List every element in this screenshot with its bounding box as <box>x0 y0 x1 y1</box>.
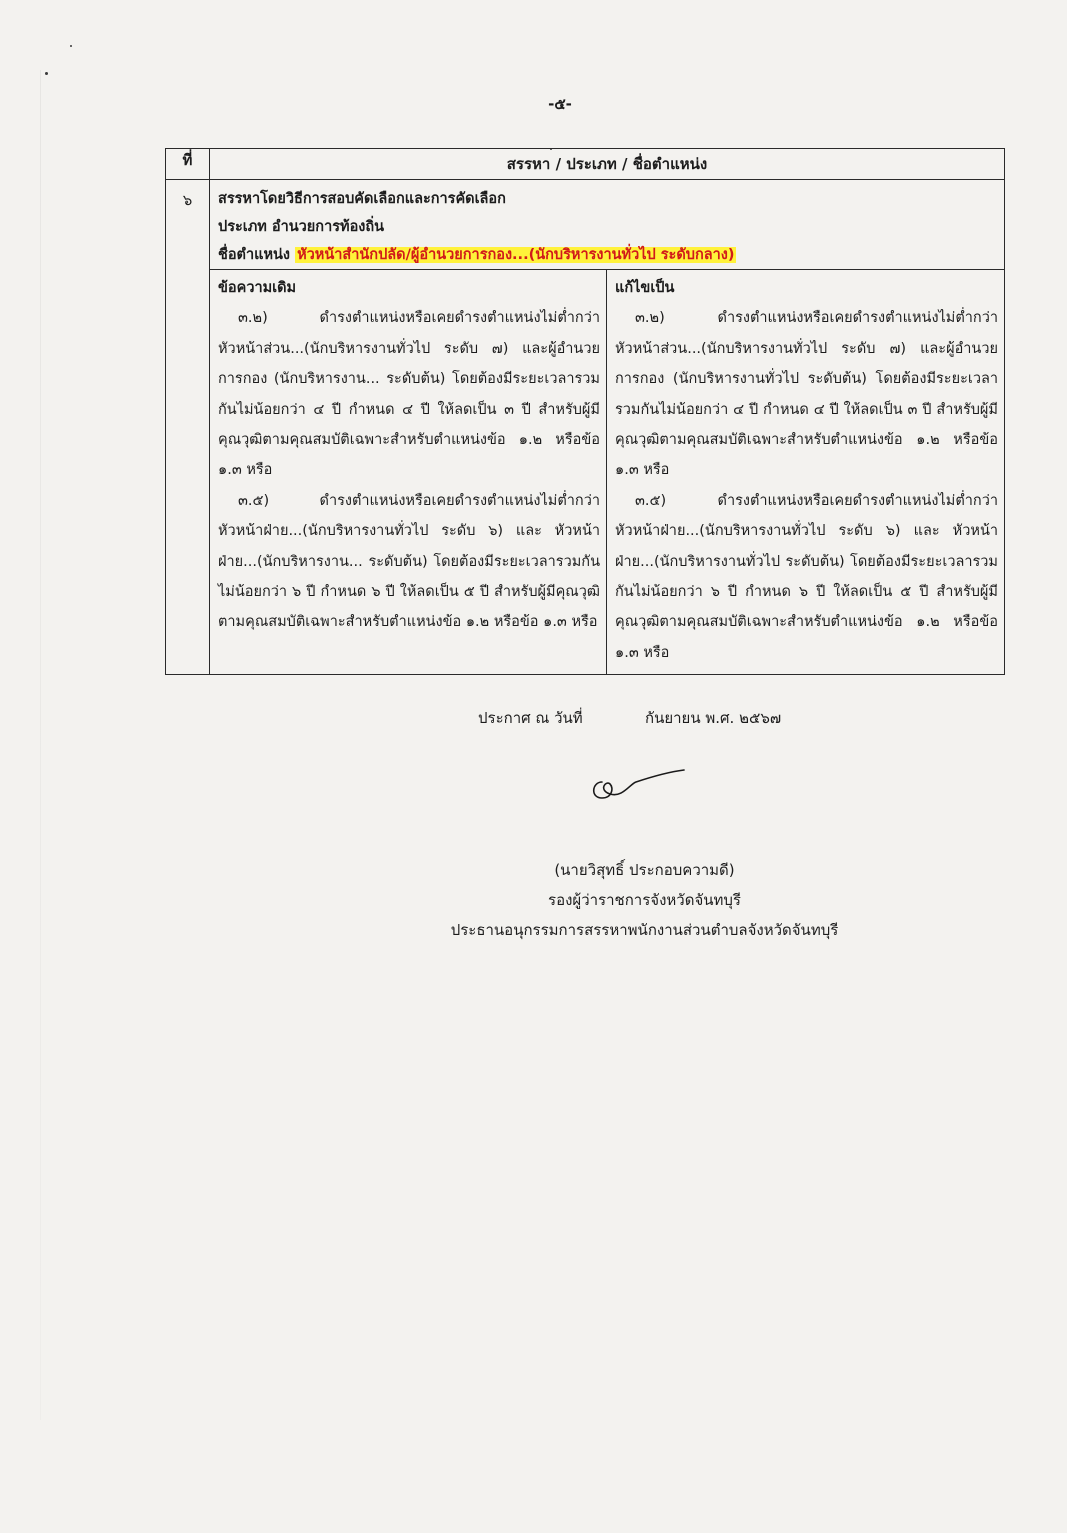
comparison-cell <box>210 270 1005 675</box>
signatory-title: รองผู้ว่าราชการจังหวัดจันทบุรี <box>548 891 741 909</box>
table-row <box>166 180 1005 270</box>
table-header-row <box>166 149 1005 180</box>
announced-at: ประกาศ ณ วันที่ <box>478 709 583 727</box>
row-number: ๖ <box>166 180 210 675</box>
position-name-line <box>218 241 996 269</box>
page-number: -๕- <box>548 95 572 113</box>
original-paragraph: ๓.๕) ดำรงตำแหน่งหรือเคยดำรงตำแหน่งไม่ต่ำกว่า หัวหน้าฝ่าย...(นักบริหารงานทั่วไป ระดับ ๖) และ หัวหน้าฝ่าย...(นักบริหารงาน... ระดับต้น) โดยต้องมีระยะเวลารวมกันไม่น้อยกว่า ๖ ปี กำหนด ๖ ปี ให้ลดเป็น ๕ ปี สำหรับผู้มีคุณวุฒิตามคุณสมบัติเฉพาะสำหรับตำแหน่งข้อ ๑.๒ หรือข้อ ๑.๓ หรือ <box>218 492 600 631</box>
handwritten-signature <box>588 768 688 808</box>
header-title: สรรหา / ประเภท / ชื่อตำแหน่ง <box>210 149 1005 180</box>
original-paragraph: ๓.๒) ดำรงตำแหน่งหรือเคยดำรงตำแหน่งไม่ต่ำกว่า หัวหน้าส่วน...(นักบริหารงานทั่วไป ระดับ ๗) และผู้อำนวยการกอง (นักบริหารงาน... ระดับต้น) โดยต้องมีระยะเวลารวมกันไม่น้อยกว่า ๔ ปี กำหนด ๔ ปี ให้ลดเป็น ๓ ปี สำหรับผู้มีคุณวุฒิตามคุณสมบัติเฉพาะสำหรับตำแหน่งข้อ ๑.๒ หรือข้อ ๑.๓ หรือ <box>218 310 600 479</box>
position-label: ชื่อตำแหน่ง <box>218 247 291 263</box>
comparison-row <box>166 270 1005 675</box>
scan-speck <box>70 45 72 47</box>
amended-paragraph: ๓.๒) ดำรงตำแหน่งหรือเคยดำรงตำแหน่งไม่ต่ำกว่า หัวหน้าส่วน...(นักบริหารงานทั่วไป ระดับ ๗) และผู้อำนวยการกอง (นักบริหารงานทั่วไป ระดับต้น) โดยต้องมีระยะเวลารวมกันไม่น้อยกว่า ๔ ปี กำหนด ๔ ปี ให้ลดเป็น ๓ ปี สำหรับผู้มีคุณวุฒิตามคุณสมบัติเฉพาะสำหรับตำแหน่งข้อ ๑.๒ หรือข้อ ๑.๓ หรือ <box>615 310 998 479</box>
position-type: ประเภท อำนวยการท้องถิ่น <box>218 219 385 235</box>
scan-speck <box>45 72 48 75</box>
amended-text-column <box>607 270 1005 674</box>
page-margin-shadow <box>40 70 41 1420</box>
signature-block <box>0 855 1067 945</box>
amended-heading: แก้ไขเป็น <box>615 280 675 296</box>
signatory-name: (นายวิสุทธิ์ ประกอบความดี) <box>554 861 735 879</box>
highlighted-position-name: หัวหน้าสำนักปลัด/ผู้อำนวยการกอง...(นักบริหารงานทั่วไป ระดับกลาง) <box>297 247 735 263</box>
announcement-date: กันยายน พ.ศ. ๒๕๖๗ <box>645 709 782 727</box>
signatory-role: ประธานอนุกรรมการสรรหาพนักงานส่วนตำบลจังหวัดจันทบุรี <box>450 921 839 939</box>
position-amendment-table <box>165 148 1005 675</box>
original-text-column <box>210 270 607 674</box>
original-heading: ข้อความเดิม <box>218 280 297 296</box>
selection-method: สรรหาโดยวิธีการสอบคัดเลือกและการคัดเลือก <box>218 191 506 207</box>
position-info <box>210 180 1005 270</box>
comparison-table <box>210 270 1004 674</box>
amended-paragraph: ๓.๕) ดำรงตำแหน่งหรือเคยดำรงตำแหน่งไม่ต่ำกว่า หัวหน้าฝ่าย...(นักบริหารงานทั่วไป ระดับ ๖) และ หัวหน้าฝ่าย...(นักบริหารงานทั่วไป ระดับต้น) โดยต้องมีระยะเวลารวมกันไม่น้อยกว่า ๖ ปี กำหนด ๖ ปี ให้ลดเป็น ๕ ปี สำหรับผู้มีคุณวุฒิตามคุณสมบัติเฉพาะสำหรับตำแหน่งข้อ ๑.๒ หรือข้อ ๑.๓ หรือ <box>615 492 998 661</box>
header-no: ที่ <box>166 149 210 180</box>
